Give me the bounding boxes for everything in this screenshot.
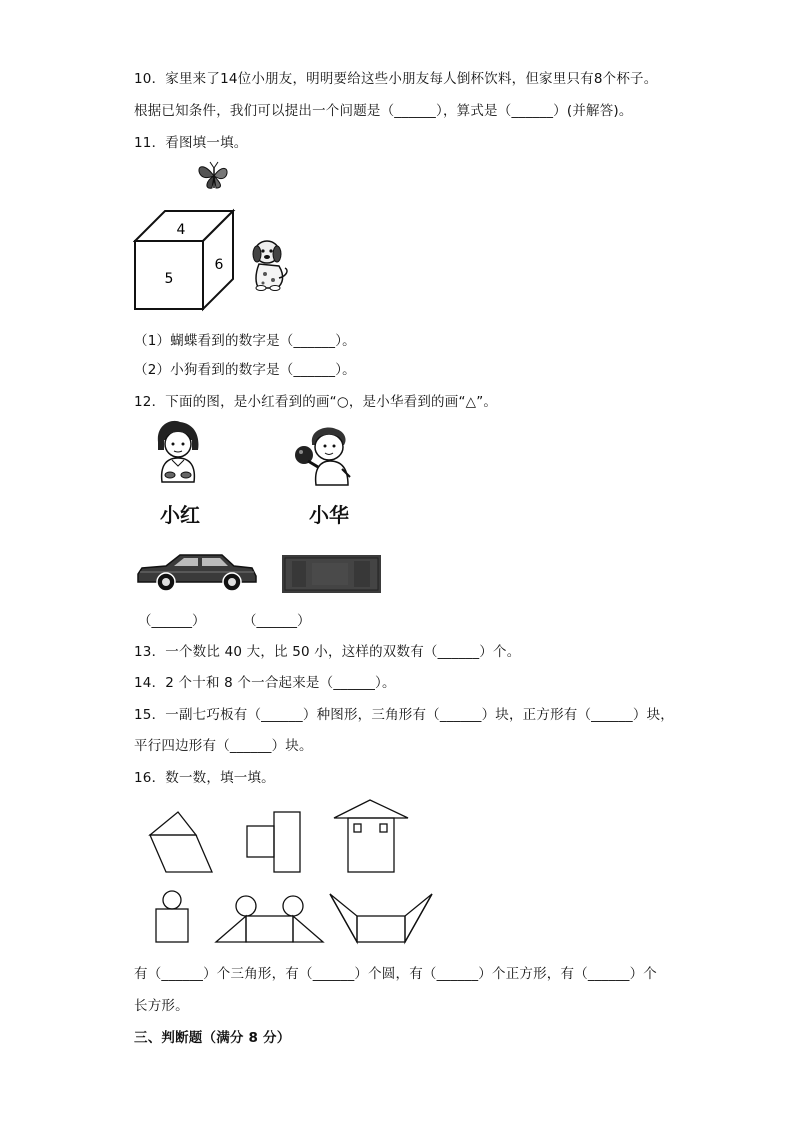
section-3-heading: 三、判断题（满分 8 分） <box>134 1030 291 1046</box>
figure-circle-square <box>156 891 188 942</box>
answer-blank-left: （______） <box>138 613 206 629</box>
cube-right-number: 6 <box>214 257 224 273</box>
figure-circles-bridge <box>216 896 323 942</box>
butterfly-icon <box>194 158 234 194</box>
question-13: 13．一个数比 40 大，比 50 小，这样的双数有（______）个。 <box>134 644 521 660</box>
question-16-title: 16．数一数，填一填。 <box>134 770 275 786</box>
figure-boat <box>330 894 432 942</box>
question-15-line-2: 平行四边形有（______）块。 <box>134 738 313 754</box>
dog-icon <box>247 238 291 292</box>
question-10-line-1: 10．家里来了14位小朋友，明明要给这些小朋友每人倒杯饮料，但家里只有8个杯子。 <box>134 71 658 87</box>
question-11-sub-1: （1）蝴蝶看到的数字是（______）。 <box>134 333 356 349</box>
label-xiaohua: 小华 <box>309 503 349 527</box>
question-11-sub-2: （2）小狗看到的数字是（______）。 <box>134 362 356 378</box>
question-15-line-1: 15．一副七巧板有（______）种图形，三角形有（______）块，正方形有（______）块， <box>134 707 674 723</box>
question-10-line-2: 根据已知条件，我们可以提出一个问题是（______），算式是（______）(并解答)。 <box>134 103 633 119</box>
answer-blank-right: （______） <box>243 613 311 629</box>
label-xiaohong: 小红 <box>160 503 200 527</box>
figure-square-rectangle <box>247 812 300 872</box>
number-cube <box>133 208 239 312</box>
question-14: 14．2 个十和 8 个一合起来是（______）。 <box>134 675 396 691</box>
shape-figures <box>140 798 440 948</box>
cube-front-number: 5 <box>164 271 174 287</box>
question-11-title: 11．看图填一填。 <box>134 135 248 151</box>
boy-icon <box>292 425 362 489</box>
figure-house <box>334 800 408 872</box>
question-12-title: 12．下面的图，是小红看到的画“○，是小华看到的画“△”。 <box>134 394 498 410</box>
car-icon <box>136 552 258 592</box>
car-top-view <box>282 555 381 593</box>
question-16-line-2: 长方形。 <box>134 998 189 1014</box>
cube-top-number: 4 <box>176 222 186 238</box>
question-16-line-1: 有（______）个三角形，有（______）个圆，有（______）个正方形，有（______）个 <box>134 966 657 982</box>
girl-icon <box>152 420 204 484</box>
figure-triangle-parallelogram <box>150 812 212 872</box>
